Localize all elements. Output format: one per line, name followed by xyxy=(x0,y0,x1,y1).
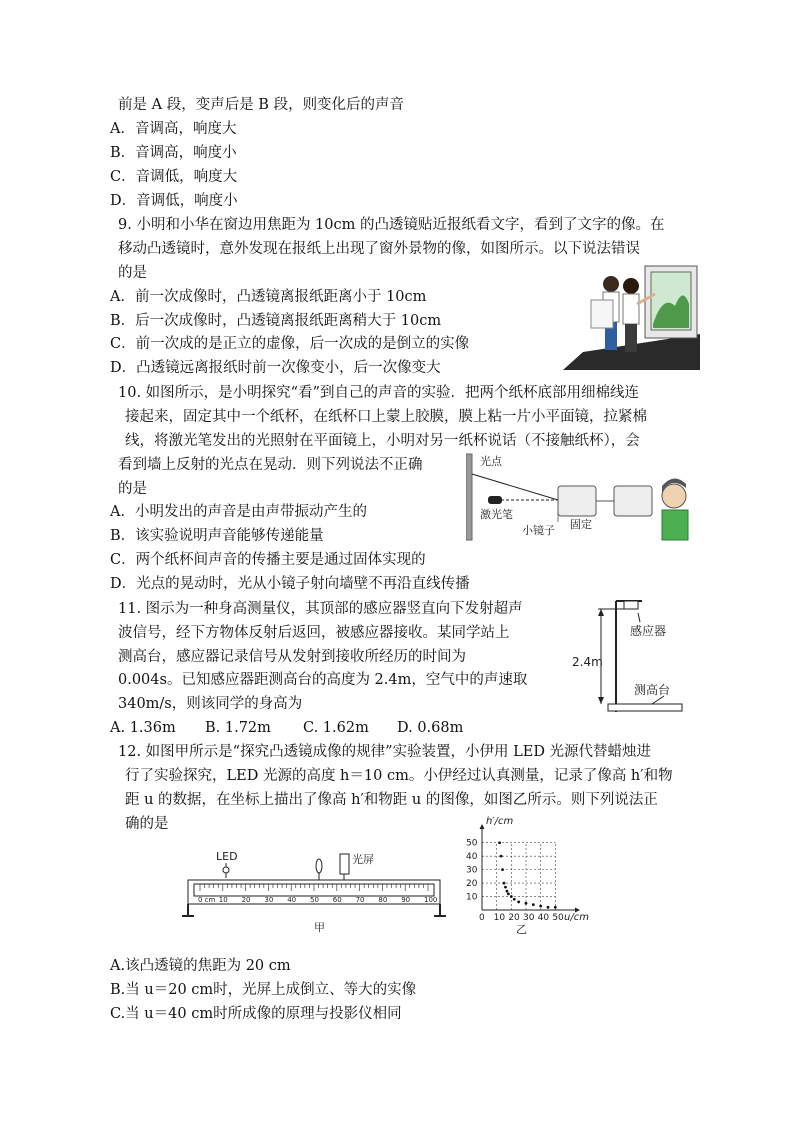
bench-tick-label: 0 cm xyxy=(198,896,216,904)
chart-data-point xyxy=(539,905,542,908)
chart-x-tick-label: 10 xyxy=(493,913,506,923)
chart-x-tick-label: 50 xyxy=(552,913,564,923)
chart-data-point xyxy=(513,898,516,901)
q11-option-c: C. 1.62m xyxy=(303,720,369,736)
chart-y-tick-label: 10 xyxy=(466,892,478,903)
q12-stem-line4: 确的是 xyxy=(125,816,169,832)
q9-option-a: A．前一次成像时，凸透镜离报纸距离小于 10cm xyxy=(110,289,427,305)
q10-stem-line4: 看到墙上反射的光点在晃动．则下列说法不正确 xyxy=(118,457,423,473)
chart-data-point xyxy=(532,903,535,906)
chart-data-point xyxy=(498,841,501,844)
q11-label-height: 2.4m xyxy=(572,655,603,669)
bench-tick-label: 20 xyxy=(241,896,251,904)
q12-caption-yi: 乙 xyxy=(516,923,527,936)
bench-tick-label: 90 xyxy=(401,896,411,904)
q11-label-platform: 测高台 xyxy=(634,683,671,697)
q11-option-a: A. 1.36m xyxy=(110,720,176,736)
q10-stem-line5: 的是 xyxy=(118,481,147,497)
q11-stem-line4: 0.004s。已知感应器距测高台的高度为 2.4m，空气中的声速取 xyxy=(118,672,528,688)
q8-option-b: B．音调高，响度小 xyxy=(110,145,237,161)
chart-y-tick-label: 50 xyxy=(466,838,478,849)
q11-option-d: D. 0.68m xyxy=(397,720,464,736)
bench-tick-label: 100 xyxy=(424,896,438,904)
q10-option-b: B．该实验说明声音能够传递能量 xyxy=(110,528,324,544)
q9-window-figure xyxy=(563,264,700,370)
q9-option-c: C．前一次成的是正立的虚像，后一次成的是倒立的实像 xyxy=(110,336,470,352)
chart-x-axis-label: u/cm xyxy=(564,912,589,923)
q11-stem-line3: 测高台，感应器记录信号从发射到接收所经历的时间为 xyxy=(118,649,466,665)
q8-option-a: A．音调高，响度大 xyxy=(110,121,237,137)
chart-data-point xyxy=(525,902,528,905)
bench-tick-label: 40 xyxy=(287,896,297,904)
bench-tick-label: 70 xyxy=(355,896,365,904)
q10-label-fixed: 固定 xyxy=(570,518,592,531)
chart-y-arrow xyxy=(480,824,485,829)
q11-stem-line2: 波信号，经下方物体反射后返回，被感应器接收。某同学站上 xyxy=(118,625,510,641)
chart-data-point xyxy=(554,906,557,909)
q10-label-mirror: 小镜子 xyxy=(522,524,555,537)
q10-option-d: D．光点的晃动时，光从小镜子射向墙壁不再沿直线传播 xyxy=(110,576,470,592)
chart-x-tick-label: 0 xyxy=(479,913,485,923)
chart-data-point xyxy=(504,886,507,889)
q10-cup-figure xyxy=(466,452,698,544)
q10-label-laser: 激光笔 xyxy=(480,508,513,521)
q12-stem-line2: 行了实验探究，LED 光源的高度 h＝10 cm。小伊经过认真测量，记录了像高 h′和物 xyxy=(125,768,673,784)
chart-data-point xyxy=(547,906,550,909)
bench-tick-label: 80 xyxy=(378,896,388,904)
chart-data-point xyxy=(517,901,520,904)
q12-stem-line1: 12. 如图甲所示是“探究凸透镜成像的规律”实验装置，小伊用 LED 光源代替蜡烛进 xyxy=(118,744,652,760)
q12-option-b: B.当 u＝20 cm时，光屏上成倒立、等大的实像 xyxy=(110,982,417,998)
chart-data-point xyxy=(501,868,504,871)
q12-caption-jia: 甲 xyxy=(314,921,325,934)
chart-y-tick-label: 20 xyxy=(466,879,478,890)
q12-option-c: C.当 u＝40 cm时所成像的原理与投影仪相同 xyxy=(110,1006,402,1022)
chart-y-tick-label: 40 xyxy=(466,852,478,863)
q10-stem-line2: 接起来，固定其中一个纸杯，在纸杯口上蒙上胶膜，膜上粘一片小平面镜，拉紧棉 xyxy=(125,409,647,425)
chart-x-tick-label: 40 xyxy=(537,913,550,923)
q10-stem-line3: 线，将激光笔发出的光照射在平面镜上，小明对另一纸杯说话（不接触纸杯），会 xyxy=(125,433,640,449)
q12-chart-yi xyxy=(460,812,600,936)
q10-stem-line1: 10. 如图所示，是小明探究“看”到自己的声音的实验．把两个纸杯底部用细棉线连 xyxy=(118,385,639,401)
bench-tick-label: 10 xyxy=(218,896,228,904)
q12-option-a: A.该凸透镜的焦距为 20 cm xyxy=(110,958,291,974)
bench-tick-label: 60 xyxy=(332,896,342,904)
q12-label-led: LED xyxy=(216,850,238,863)
chart-data-point xyxy=(506,890,509,893)
q10-option-a: A．小明发出的声音是由声带振动产生的 xyxy=(110,504,367,520)
chart-data-point xyxy=(500,855,503,858)
q10-label-spot: 光点 xyxy=(480,455,502,468)
chart-x-tick-label: 20 xyxy=(508,913,520,923)
q9-stem-line1: 9. 小明和小华在窗边用焦距为 10cm 的凸透镜贴近报纸看文字，看到了文字的像。在 xyxy=(118,217,665,233)
q11-label-sensor: 感应器 xyxy=(630,624,667,638)
q12-label-screen: 光屏 xyxy=(352,853,374,866)
q8-option-d: D．音调低，响度小 xyxy=(110,193,238,209)
q8-stem-cont: 前是 A 段，变声后是 B 段，则变化后的声音 xyxy=(118,97,405,113)
q9-option-d: D．凸透镜远离报纸时前一次像变小，后一次像变大 xyxy=(110,360,441,376)
chart-data-point xyxy=(503,882,506,885)
chart-data-point xyxy=(507,892,510,895)
bench-tick-label: 50 xyxy=(310,896,319,904)
q12-stem-line3: 距 u 的数据，在坐标上描出了像高 h′和物距 u 的图像，如图乙所示。则下列说法正 xyxy=(125,792,658,808)
chart-x-tick-label: 30 xyxy=(523,913,535,923)
chart-y-tick-label: 30 xyxy=(466,865,478,876)
chart-y-axis-label: h′/cm xyxy=(486,816,514,827)
chart-data-point xyxy=(510,895,513,898)
q11-height-meter-figure xyxy=(570,596,690,720)
q11-stem-line5: 340m/s，则该同学的身高为 xyxy=(118,696,303,712)
q11-option-b: B. 1.72m xyxy=(205,720,271,736)
q10-option-c: C．两个纸杯间声音的传播主要是通过固体实现的 xyxy=(110,552,426,568)
q12-optical-bench-figure xyxy=(180,846,448,934)
q9-stem-line2: 移动凸透镜时，意外发现在报纸上出现了窗外景物的像，如图所示。以下说法错误 xyxy=(118,241,640,257)
q11-stem-line1: 11. 图示为一种身高测量仪，其顶部的感应器竖直向下发射超声 xyxy=(118,601,523,617)
q9-option-b: B．后一次成像时，凸透镜离报纸距离稍大于 10cm xyxy=(110,313,442,329)
q8-option-c: C．音调低，响度大 xyxy=(110,169,238,185)
q9-stem-line3: 的是 xyxy=(118,265,147,281)
bench-tick-label: 30 xyxy=(264,896,274,904)
